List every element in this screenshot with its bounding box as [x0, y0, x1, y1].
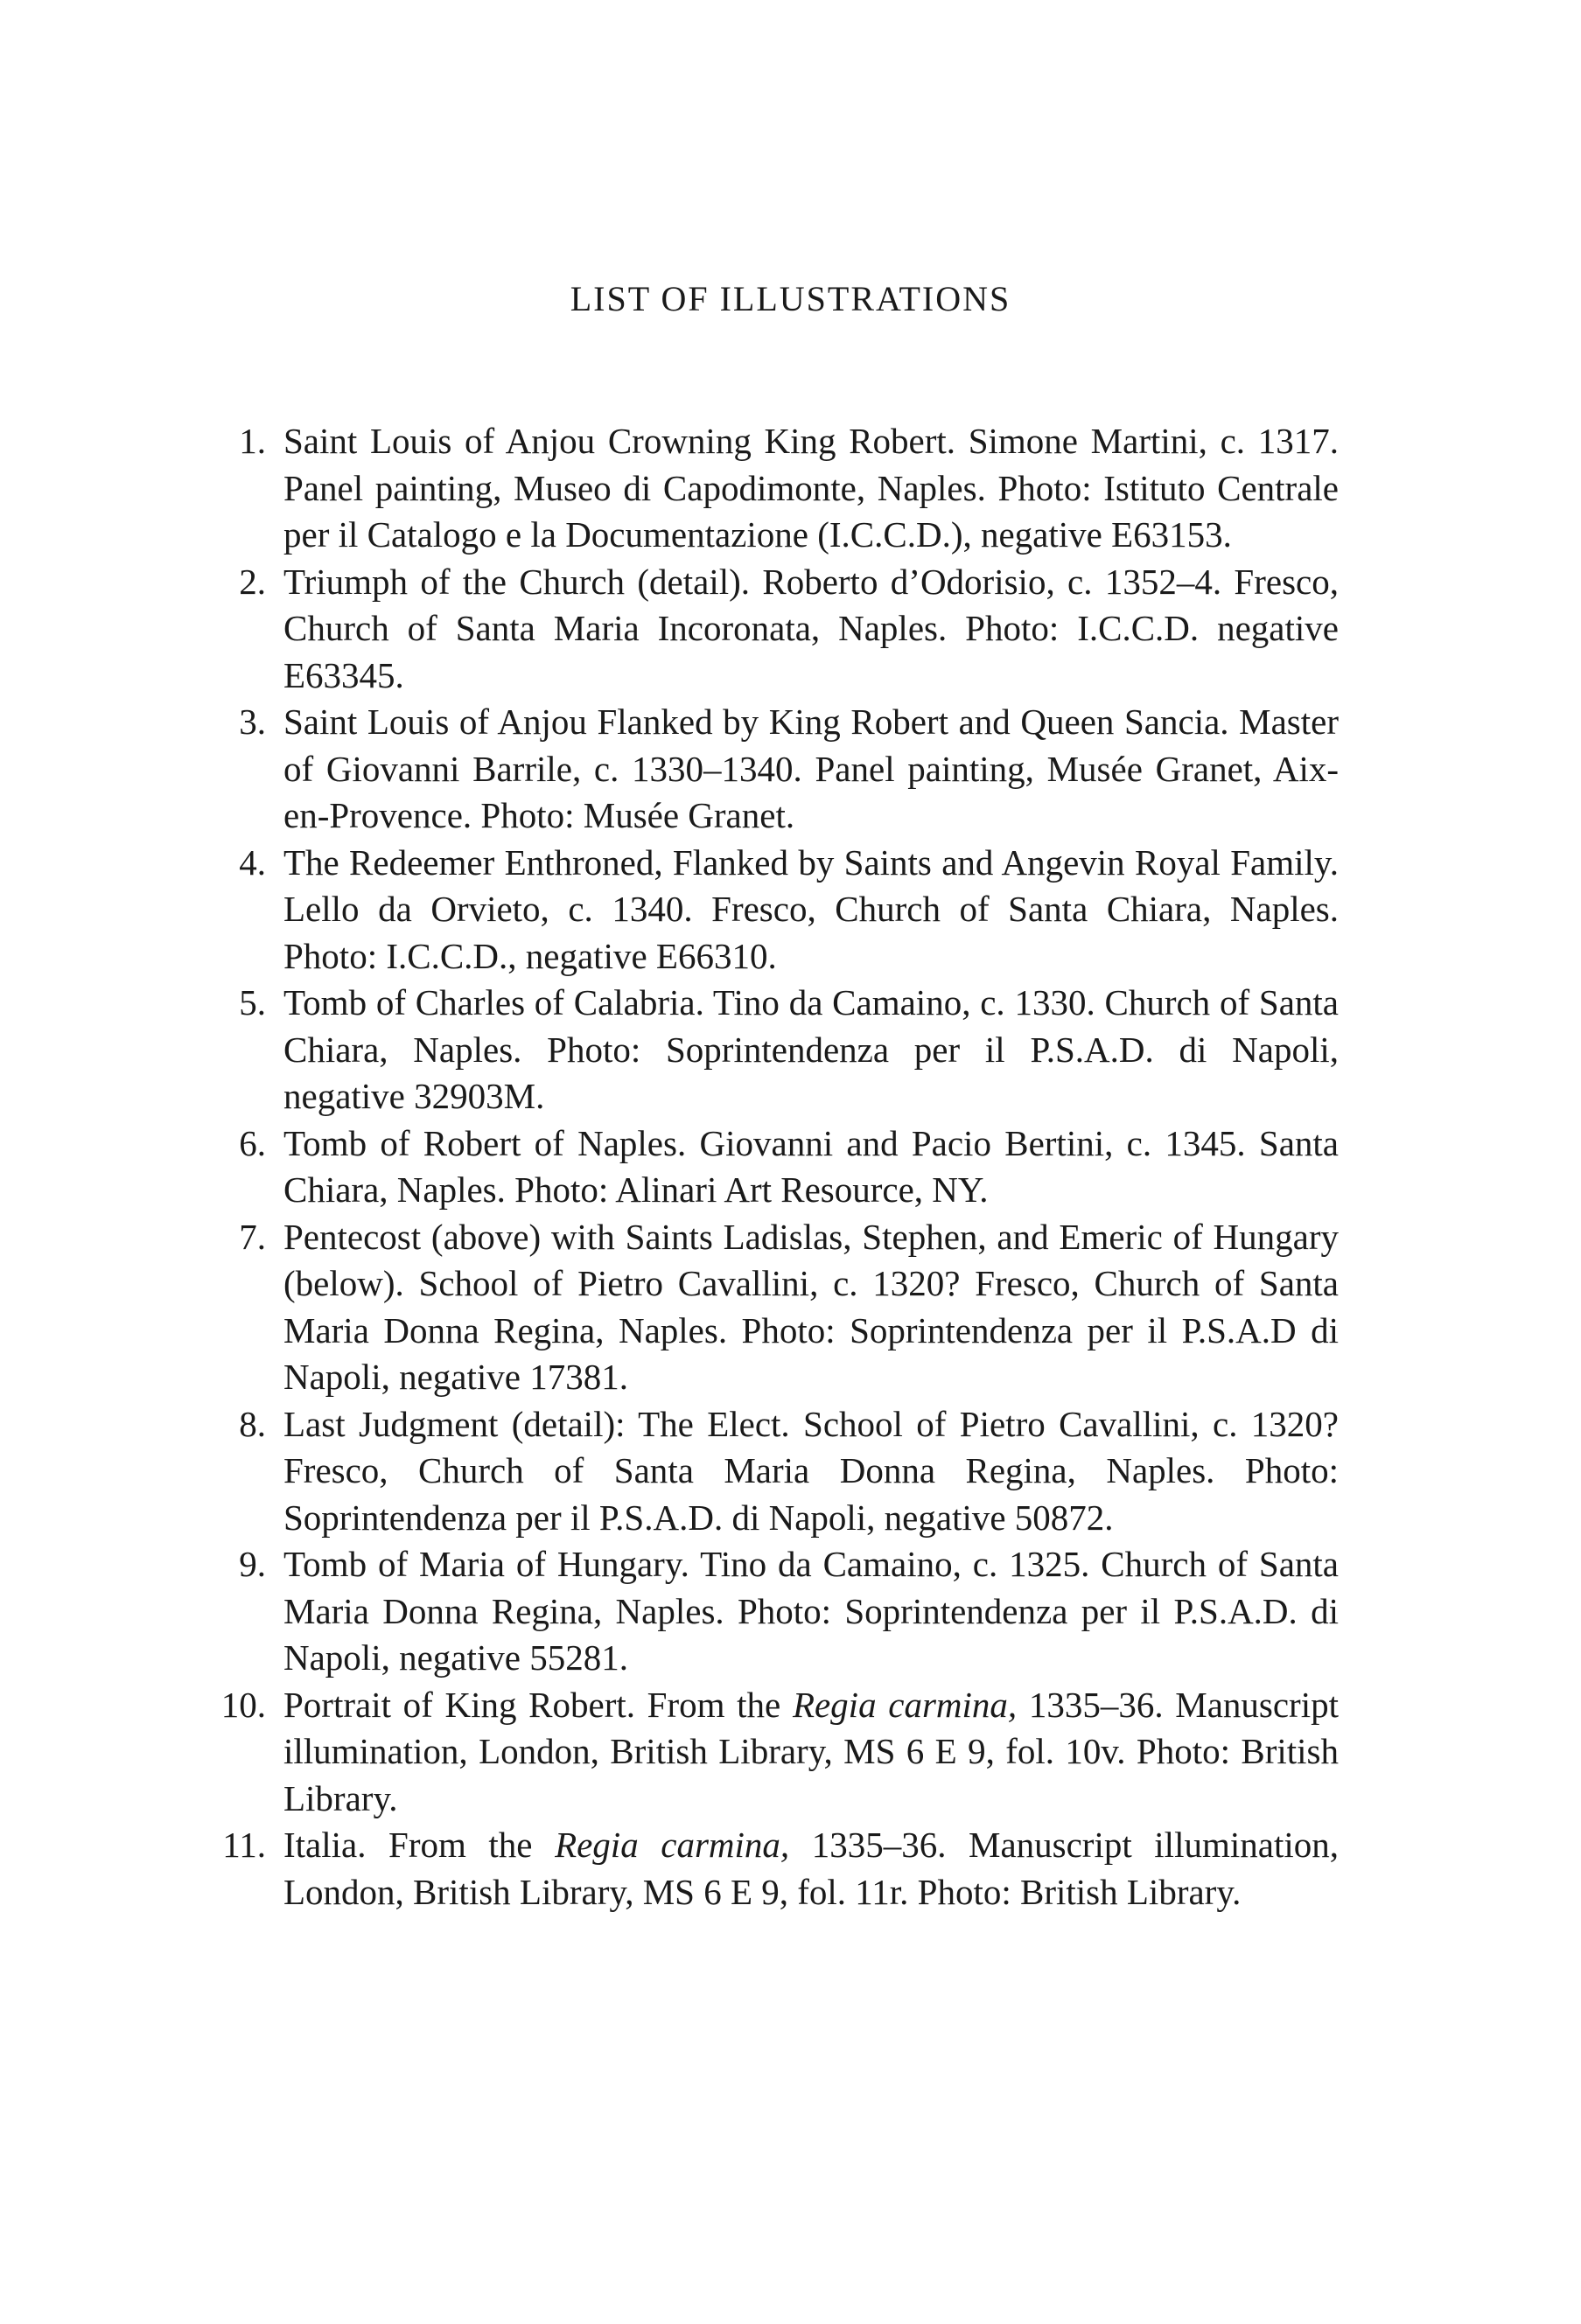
list-item: [192, 559, 1339, 700]
list-item: [192, 1682, 1339, 1823]
item-number: 10.: [220, 1684, 266, 1725]
item-number: 4.: [239, 841, 266, 883]
list-item: [192, 1214, 1339, 1401]
illustrations-list: [192, 418, 1339, 1916]
list-item: [192, 1120, 1339, 1214]
item-number: 9.: [239, 1544, 266, 1584]
item-number: 1.: [239, 421, 266, 461]
item-text: The Redeemer Enthroned, Flanked by Saints and Angevin Royal Family. Lello da Orvieto, c. 1340. Fresco, Church of Santa Chiara, Naples. Photo: I.C.C.D., negative E66310.: [283, 841, 1339, 976]
list-item: [192, 1401, 1339, 1542]
item-text: Pentecost (above) with Saints Ladislas, Stephen, and Emeric of Hungary (below). School of Pietro Cavallini, c. 1320? Fresco, Church of Santa Maria Donna Regina, Naples. Photo: Soprintendenza per il P.S.A.D di Napoli, negative 17381.: [283, 1216, 1339, 1397]
list-item: [192, 980, 1339, 1120]
item-text: Portrait of King Robert. From the Regia carmina, 1335–36. Manuscript illumination, London, British Library, MS 6 E 9, fol. 10v. Photo: British Library.: [283, 1684, 1339, 1818]
item-text: Triumph of the Church (detail). Roberto d’Odorisio, c. 1352–4. Fresco, Church of Santa Maria Incoronata, Naples. Photo: I.C.C.D. negative E63345.: [283, 561, 1339, 695]
list-item: [192, 699, 1339, 840]
item-number: 7.: [239, 1216, 266, 1257]
list-item: [192, 418, 1339, 559]
item-number: 2.: [239, 561, 266, 602]
item-text: Saint Louis of Anjou Crowning King Robert. Simone Martini, c. 1317. Panel painting, Museo di Capodimonte, Naples. Photo: Istituto Centrale per il Catalogo e la Documentazione (I.C.C.D.), negative E63153.: [283, 421, 1339, 555]
item-text: Last Judgment (detail): The Elect. School of Pietro Cavallini, c. 1320? Fresco, Church of Santa Maria Donna Regina, Naples. Photo: Soprintendenza per il P.S.A.D. di Napoli, negative 50872.: [283, 1403, 1339, 1538]
page-title: LIST OF ILLUSTRATIONS: [570, 279, 1011, 318]
item-text: Tomb of Charles of Calabria. Tino da Camaino, c. 1330. Church of Santa Chiara, Naples. Photo: Soprintendenza per il P.S.A.D. di Napoli, negative 32903M.: [283, 982, 1339, 1116]
item-text: Italia. From the Regia carmina, 1335–36. Manuscript illumination, London, British Library, MS 6 E 9, fol. 11r. Photo: British Library.: [283, 1825, 1339, 1912]
item-text: Saint Louis of Anjou Flanked by King Robert and Queen Sancia. Master of Giovanni Barrile, c. 1330–1340. Panel painting, Musée Granet, Aix-en-Provence. Photo: Musée Granet.: [283, 701, 1339, 835]
item-text: Tomb of Robert of Naples. Giovanni and Pacio Bertini, c. 1345. Santa Chiara, Naples. Photo: Alinari Art Resource, NY.: [283, 1122, 1339, 1210]
item-number: 11.: [222, 1825, 266, 1865]
item-number: 3.: [239, 701, 266, 742]
item-text: Tomb of Maria of Hungary. Tino da Camaino, c. 1325. Church of Santa Maria Donna Regina, Naples. Photo: Soprintendenza per il P.S.A.D. di Napoli, negative 55281.: [283, 1544, 1339, 1678]
item-number: 8.: [239, 1403, 266, 1444]
list-item: [192, 1822, 1339, 1916]
list-item: [192, 1541, 1339, 1682]
list-item: [192, 840, 1339, 981]
item-number: 5.: [239, 982, 266, 1022]
item-number: 6.: [239, 1122, 266, 1163]
